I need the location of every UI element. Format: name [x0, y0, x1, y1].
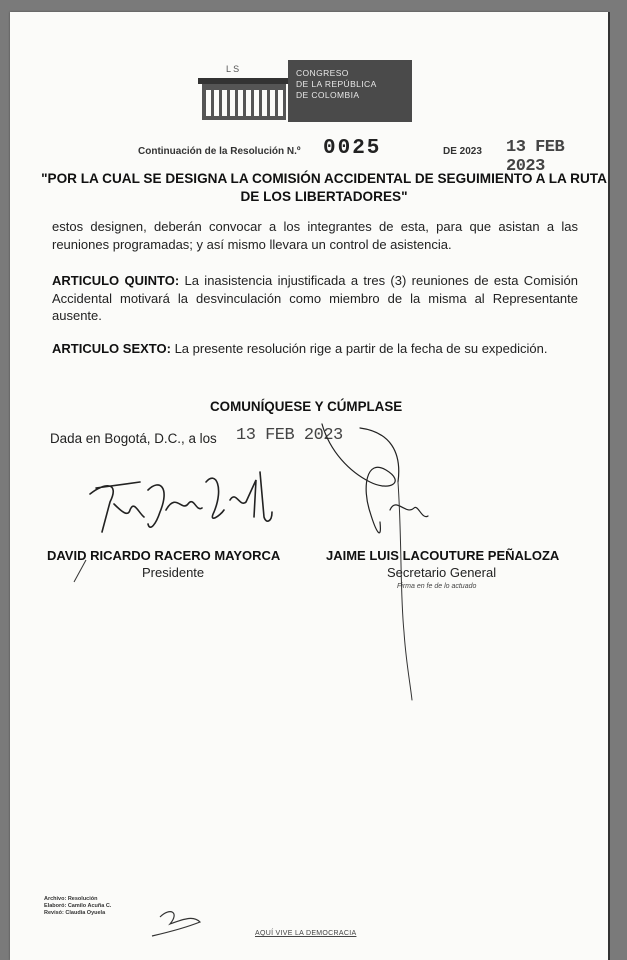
resolution-number: 0025: [323, 137, 382, 160]
resolution-year: DE 2023: [443, 146, 482, 157]
article-sixth: [52, 340, 578, 358]
logo-line-1: CONGRESO: [296, 68, 349, 78]
president-underline: [74, 560, 86, 582]
logo-line-2: DE LA REPÚBLICA: [296, 79, 377, 89]
secretary-signature-tail: [398, 482, 412, 700]
closing-formula: COMUNÍQUESE Y CÚMPLASE: [210, 399, 403, 414]
article-sixth-body: La presente resolución rige a partir de la fecha de su expedición.: [174, 341, 548, 356]
seal-caption: L S: [226, 64, 240, 74]
resolution-date-stamp: 13 FEB 2023: [506, 138, 565, 176]
resolution-label: Continuación de la Resolución N.º: [138, 146, 301, 157]
resolution-header: [138, 137, 598, 176]
footer-line-archive: Archivo: Resolución: [44, 896, 98, 902]
document-page: [10, 12, 608, 960]
footer-motto: AQUÍ VIVE LA DEMOCRACIA: [255, 930, 357, 937]
footer-line-reviewed: Revisó: Claudia Oyuela: [44, 910, 106, 916]
capitol-building-icon: [196, 60, 292, 122]
resolution-title: "POR LA CUAL SE DESIGNA LA COMISIÓN ACCIDENTAL DE SEGUIMIENTO A LA RUTA DE LOS LIBERTADORES": [41, 171, 607, 204]
congress-logo: [196, 60, 416, 122]
congress-name: [288, 60, 412, 122]
issued-date-stamp: 13 FEB 2023: [236, 426, 343, 445]
article-fifth-heading: ARTICULO QUINTO:: [52, 273, 180, 288]
president-name: DAVID RICARDO RACERO MAYORCA: [47, 548, 281, 563]
footer-line-prepared: Elaboró: Camilo Acuña C.: [44, 903, 112, 909]
secretary-name: JAIME LUIS LACOUTURE PEÑALOZA: [326, 548, 560, 563]
footer-metadata: [44, 896, 111, 917]
article-fifth-body: La inasistencia injustificada a tres (3) reuniones de esta Comisión Accidental motivará la desvinculación como miembro de la misma al Representante ausente.: [52, 273, 578, 323]
paragraph-continuation: estos designen, deberán convocar a los integrantes de esta, para que asistan a las reuniones programadas; y así mismo llevara un control de asistencia.: [52, 219, 578, 252]
article-fifth: [52, 272, 578, 325]
president-title: Presidente: [142, 565, 205, 580]
page-edge: [608, 12, 610, 960]
secretary-note: Firma en fe de lo actuado: [397, 583, 477, 590]
president-signature: [90, 472, 272, 532]
article-sixth-heading: ARTICULO SEXTO:: [52, 341, 171, 356]
secretary-title: Secretario General: [387, 565, 497, 580]
logo-line-3: DE COLOMBIA: [296, 90, 360, 100]
footer-initials: [152, 912, 200, 936]
issued-place: Dada en Bogotá, D.C., a los: [50, 431, 217, 446]
